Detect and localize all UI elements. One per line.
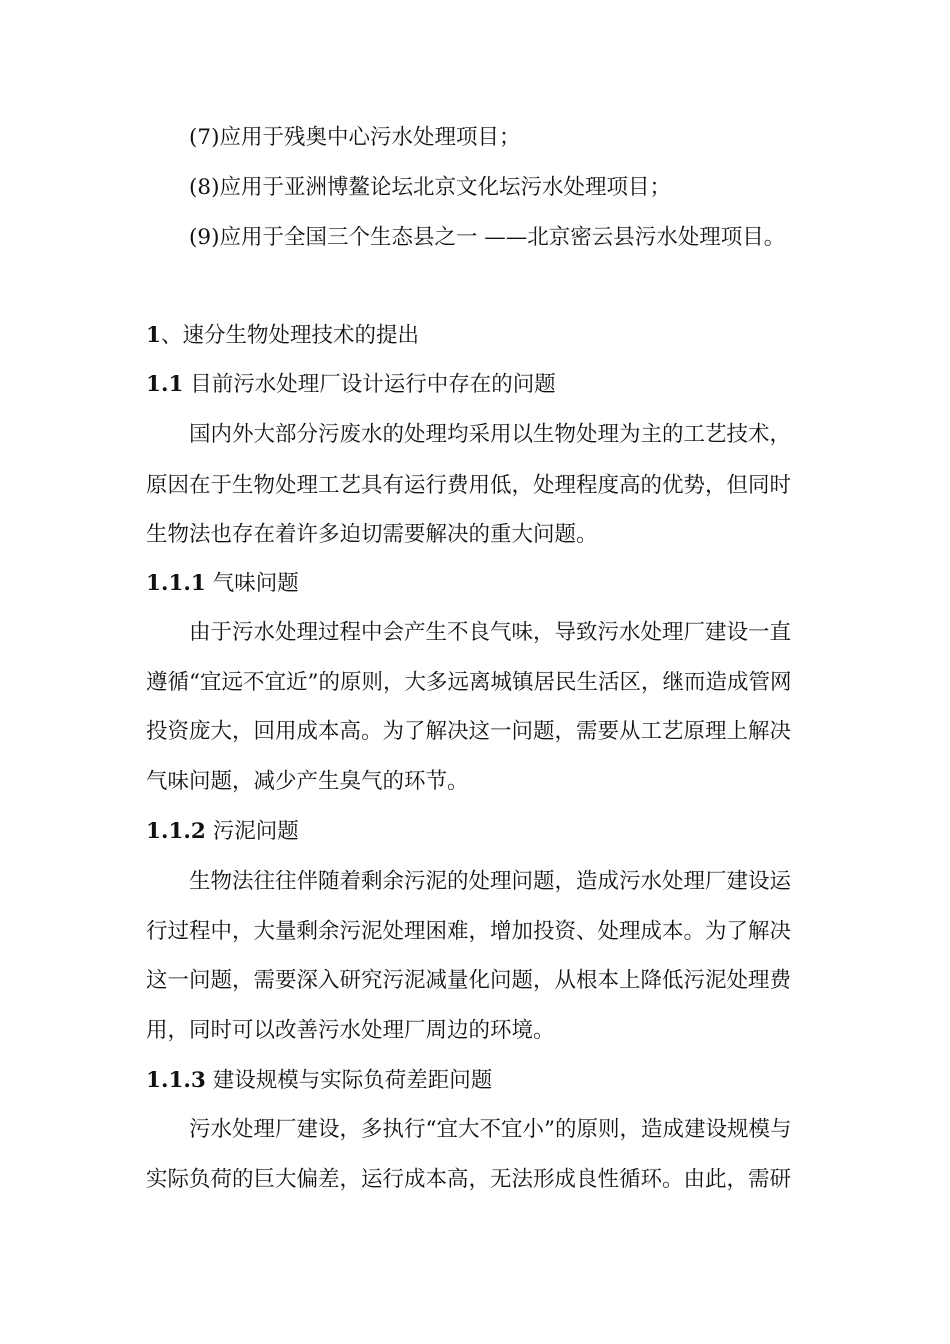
section-heading-1-1 [146,370,556,400]
heading-number: 1 [146,323,161,348]
heading-title: 目前污水处理厂设计运行中存在的问题 [183,372,556,397]
list-item-8: (8)应用于亚洲博鳌论坛北京文化坛污水处理项目； [189,175,671,200]
section-heading-1-1-1 [146,569,299,599]
heading-number: 1.1.3 [146,1068,206,1093]
list-item-7: (7)应用于残奥中心污水处理项目； [189,125,521,150]
paragraph-line: 生物法也存在着许多迫切需要解决的重大问题。 [146,522,598,547]
paragraph-line: 气味问题，减少产生臭气的环节。 [146,769,469,794]
heading-title: 污泥问题 [205,819,299,844]
paragraph-line: 这一问题，需要深入研究污泥减量化问题，从根本上降低污泥处理费 [146,968,792,993]
heading-number: 1.1.2 [146,819,206,844]
section-heading-1 [146,321,419,351]
heading-title: 气味问题 [205,571,299,596]
paragraph-line: 由于污水处理过程中会产生不良气味，导致污水处理厂建设一直 [189,620,792,645]
paragraph-line: 生物法往往伴随着剩余污泥的处理问题，造成污水处理厂建设运 [189,869,792,894]
paragraph-line: 遵循“宜远不宜近”的原则，大多远离城镇居民生活区，继而造成管网 [146,670,792,695]
paragraph-line: 实际负荷的巨大偏差，运行成本高，无法形成良性循环。由此，需研 [146,1167,792,1192]
paragraph-line: 污水处理厂建设，多执行“宜大不宜小”的原则，造成建设规模与 [189,1117,792,1142]
heading-number: 1.1 [146,372,184,397]
heading-title: 建设规模与实际负荷差距问题 [205,1068,493,1093]
section-heading-1-1-2 [146,817,299,847]
paragraph-line: 原因在于生物处理工艺具有运行费用低，处理程度高的优势，但同时 [146,473,792,498]
list-item-9: (9)应用于全国三个生态县之一 ——北京密云县污水处理项目。 [189,225,786,250]
section-heading-1-1-3 [146,1066,492,1096]
heading-number: 1.1.1 [146,571,206,596]
heading-title: 、速分生物处理技术的提出 [160,323,419,348]
paragraph-line: 投资庞大，回用成本高。为了解决这一问题，需要从工艺原理上解决 [146,719,792,744]
paragraph-line: 行过程中，大量剩余污泥处理困难，增加投资、处理成本。为了解决 [146,919,792,944]
paragraph-line: 用，同时可以改善污水处理厂周边的环境。 [146,1018,555,1043]
paragraph-line: 国内外大部分污废水的处理均采用以生物处理为主的工艺技术， [189,422,792,447]
